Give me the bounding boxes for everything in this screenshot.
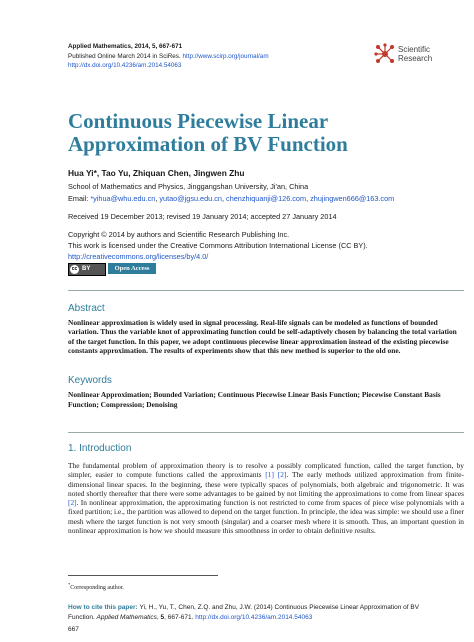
- keywords-text: Nonlinear Approximation; Bounded Variation; Continuous Piecewise Linear Basis Function; Piecewise Constant Basis Function; Compression; Denoising: [68, 390, 441, 410]
- intro-text-part-3: . In nonlinear approximation, the approximating function is not restricted to come from spaces of piece wise polynomials with a fixed partition; i.e., the partition was allowed to depend on the target function. In principle, the idea was simple: we should use a finer mesh where the target function is not very smooth (singular) and a coarser mesh where it is smooth. Thus, an important question in nonlinear approximation is how we should measure this smoothness in order to obtain definitive results.: [68, 498, 464, 536]
- footnote: [68, 582, 124, 591]
- journal-url-link[interactable]: http://www.scirp.org/journal/am: [182, 53, 269, 60]
- doi-link[interactable]: http://dx.doi.org/10.4236/am.2014.54063: [68, 62, 182, 69]
- affiliation: School of Mathematics and Physics, Jinggangshan University, Ji'an, China: [68, 182, 309, 191]
- footnote-divider: [68, 575, 218, 576]
- publisher-logo[interactable]: [374, 43, 464, 69]
- logo-line-1: Scientific: [398, 45, 431, 54]
- introduction-heading: 1. Introduction: [68, 443, 132, 454]
- reference-link-1[interactable]: [1]: [265, 470, 274, 480]
- copyright: Copyright © 2014 by authors and Scientific Research Publishing Inc.: [68, 230, 290, 239]
- intro-text-part-1: The fundamental problem of approximation theory is to resolve a possibly complicated function, called the target function, by simpler, easier to compute functions called the approximants: [68, 461, 464, 480]
- license-link[interactable]: http://creativecommons.org/licenses/by/4.0/: [68, 252, 209, 261]
- logo-text: [398, 45, 432, 63]
- citation-label: How to cite this paper:: [68, 604, 140, 611]
- citation-pages: , 667-671.: [164, 614, 196, 621]
- divider: [68, 432, 464, 433]
- introduction-text: [68, 461, 464, 535]
- citation-journal: Applied Mathematics: [96, 614, 157, 621]
- abstract-text: Nonlinear approximation is widely used in signal processing. Real-life signals can be modeled as functions of bounded variation. Thus the variable knot of approximating function could be self-adaptively chosen by balancing the total variation of the target function. In this paper, we adopt continuous piecewise linear approximation instead of the existing piecewise constants approximation. The results of experiments show that this new method is superior to the old one.: [68, 318, 457, 356]
- email-sep-2: ,: [221, 194, 227, 203]
- abstract-heading: Abstract: [68, 303, 105, 314]
- email-link-3[interactable]: chenzhiquanji@126.com: [226, 194, 307, 203]
- received-dates: Received 19 December 2013; revised 19 January 2014; accepted 27 January 2014: [68, 212, 337, 221]
- license-statement: This work is licensed under the Creative Commons Attribution International License (CC BY).: [68, 241, 368, 250]
- email-link-4[interactable]: zhujingwen666@163.com: [310, 194, 395, 203]
- journal-line: Applied Mathematics, 2014, 5, 667-671: [68, 43, 183, 50]
- cc-by-label: BY: [82, 266, 91, 272]
- citation-volume-sep: ,: [156, 614, 161, 621]
- footnote-marker: *: [68, 582, 71, 587]
- citation-doi-link[interactable]: http://dx.doi.org/10.4236/am.2014.54063: [195, 614, 313, 621]
- keywords-heading: Keywords: [68, 375, 112, 386]
- emails: [68, 194, 394, 203]
- divider: [68, 290, 464, 291]
- citation-line-2: [68, 614, 312, 621]
- intro-text-part-2: . The early methods utilized approximation from finite-dimensional linear spaces. In the beginning, these were typically spaces of polynomials, both algebraic and trigonometric. It was noted shortly thereafter that there were some advantages to be gained by not limiting the approximations to come from linear spaces: [68, 470, 464, 498]
- cc-by-badge[interactable]: [68, 263, 106, 276]
- email-sep-1: ,: [155, 194, 160, 203]
- citation-authors: Yi, H., Yu, T., Chen, Z.Q. and Zhu, J.W. (2014) Continuous Piecewise Linear Approximation of BV: [139, 604, 420, 611]
- authors: Hua Yi*, Tao Yu, Zhiquan Chen, Jingwen Zhu: [68, 168, 245, 178]
- email-link-2[interactable]: yutao@jgsu.edu.cn: [159, 194, 222, 203]
- published-text: Published Online March 2014 in SciRes.: [68, 53, 183, 60]
- citation-line-1: [68, 604, 419, 611]
- citation-line2-start: Function.: [68, 614, 97, 621]
- open-access-badge[interactable]: Open Access: [108, 263, 156, 274]
- citation-volume: 5: [160, 614, 165, 621]
- footnote-text: Corresponding author.: [70, 585, 124, 591]
- reference-link-2[interactable]: [2]: [277, 470, 287, 480]
- email-label: Email:: [68, 194, 91, 203]
- page-number: 667: [68, 626, 79, 633]
- email-link-1[interactable]: *yihua@whu.edu.cn: [90, 194, 156, 203]
- published-line: [68, 53, 269, 60]
- logo-line-2: Research: [398, 54, 433, 63]
- reference-link-3[interactable]: [2]: [68, 498, 77, 508]
- email-sep-3: ,: [306, 194, 311, 203]
- creative-commons-icon: cc: [71, 266, 78, 272]
- scientific-research-logo-icon: [374, 43, 396, 65]
- paper-title: Continuous Piecewise Linear Approximation of BV Function: [68, 109, 348, 156]
